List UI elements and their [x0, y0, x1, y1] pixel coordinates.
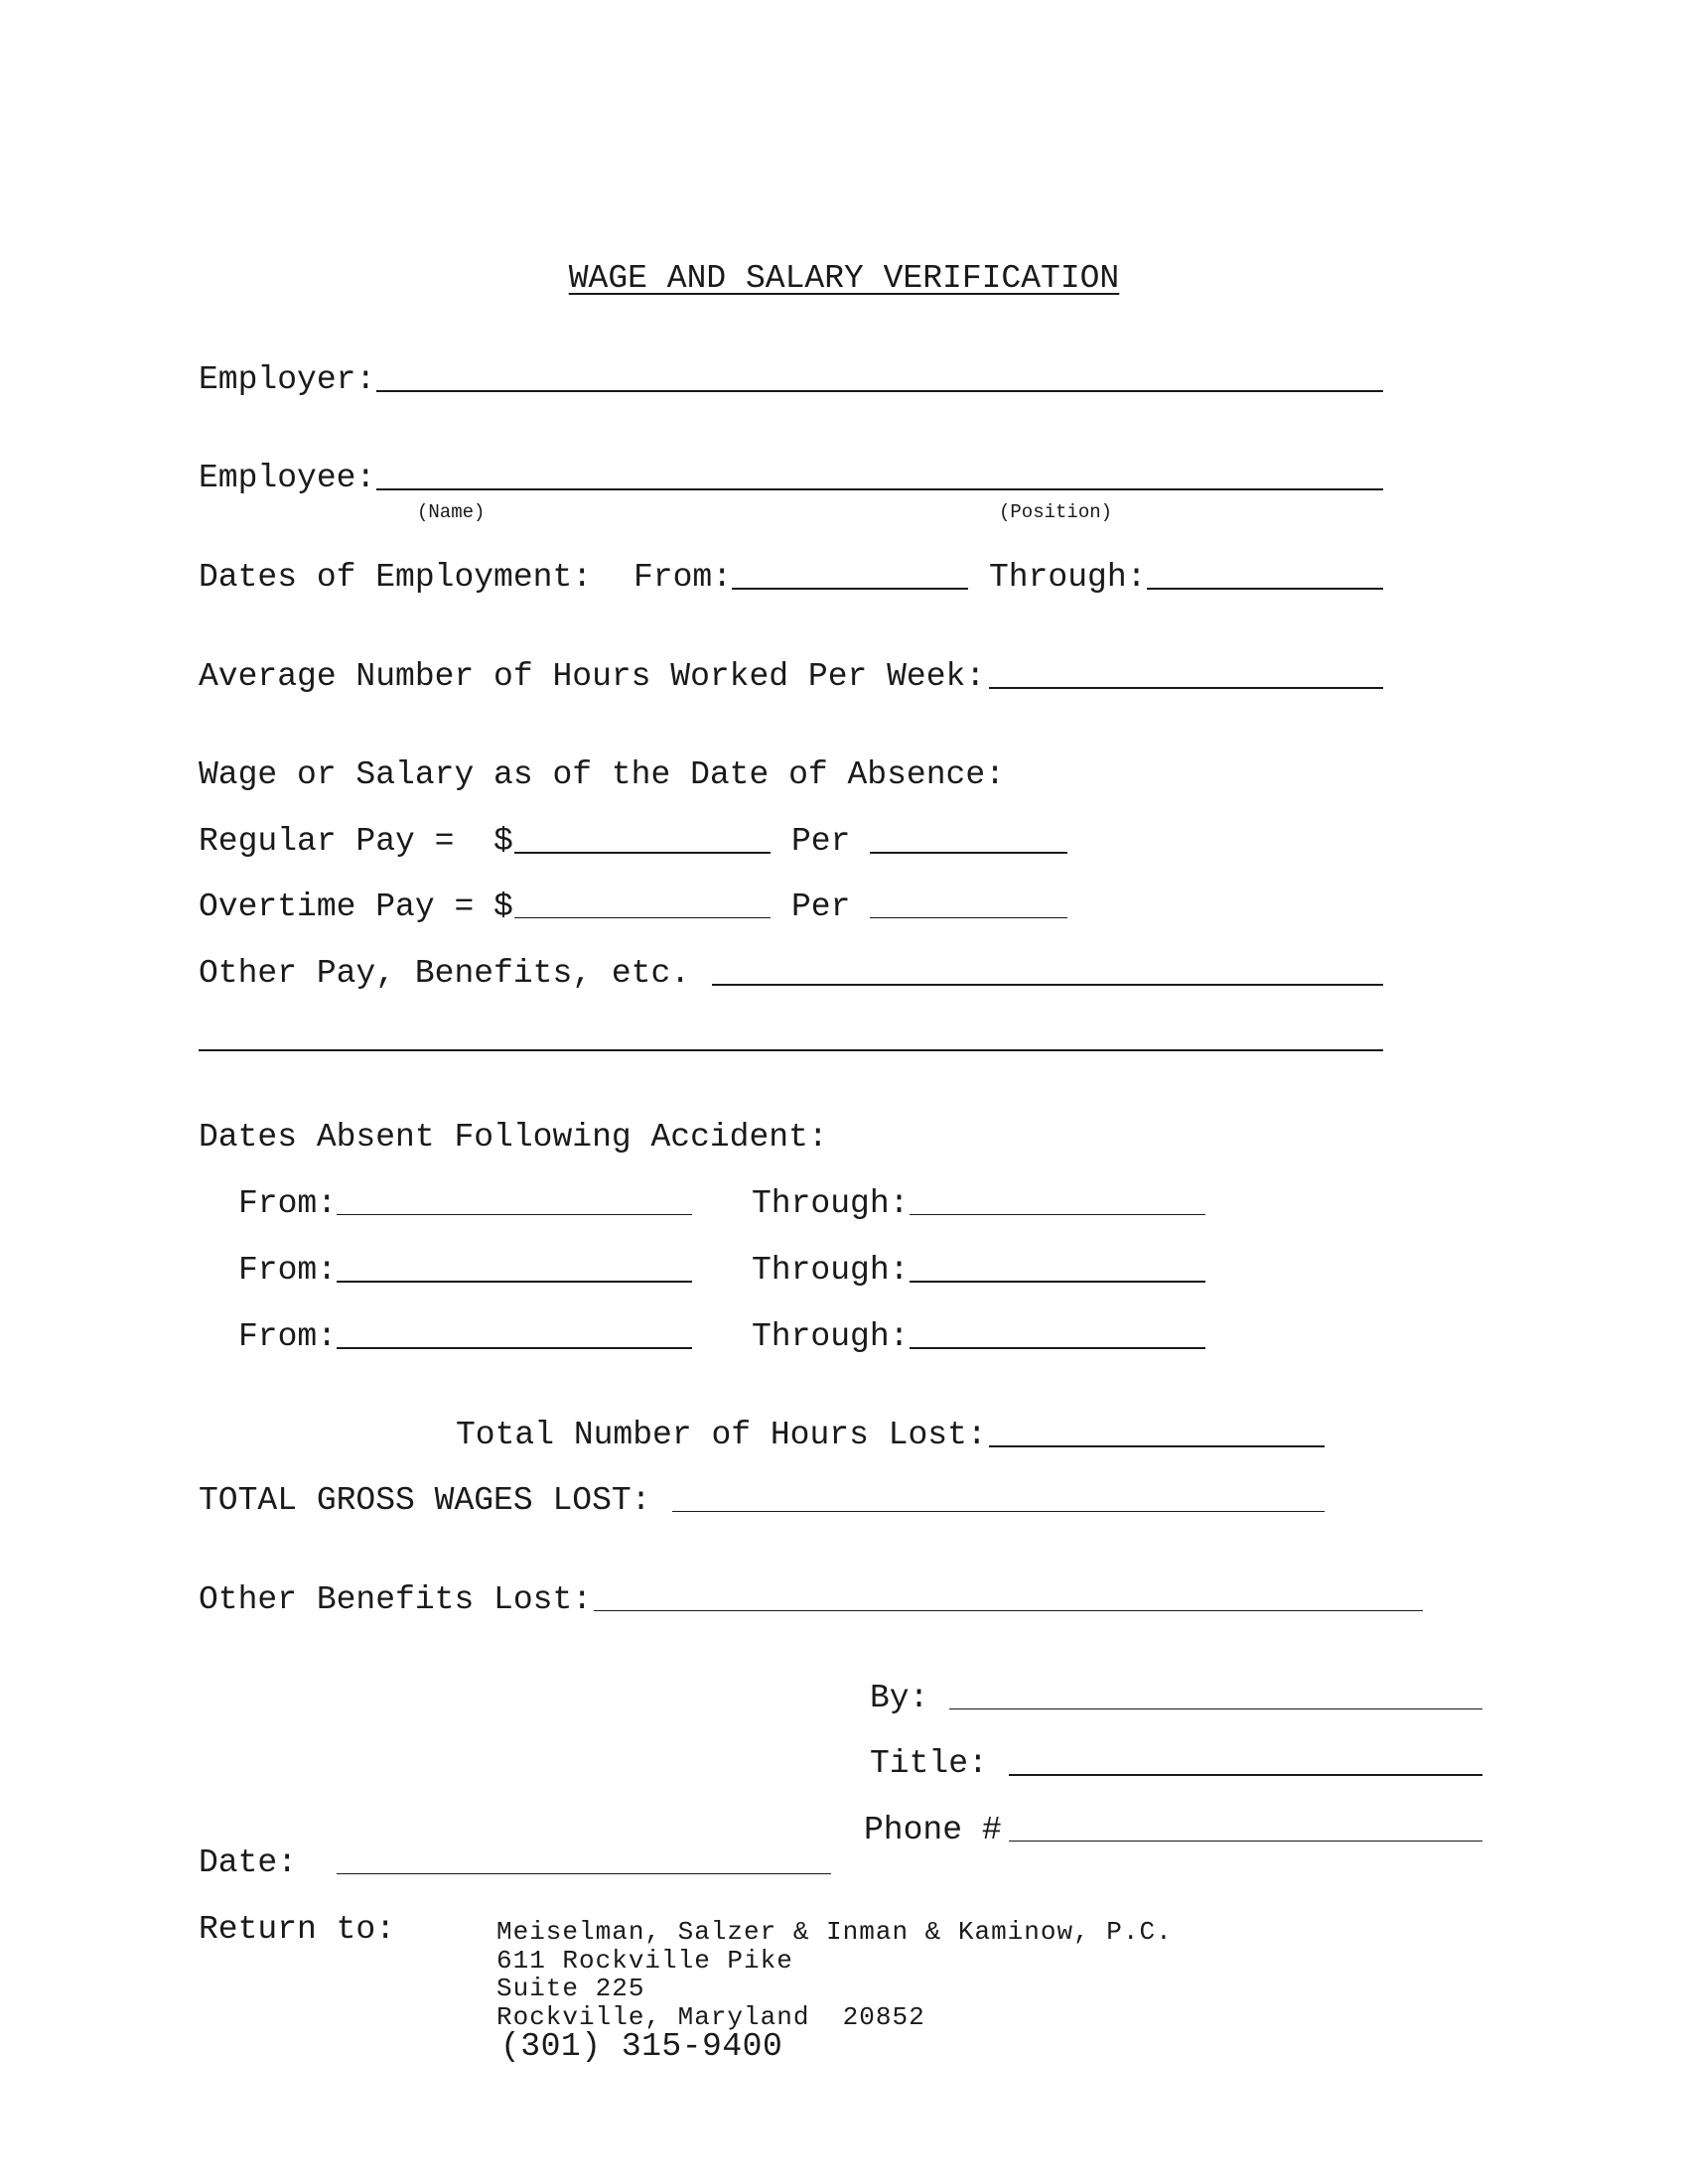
by-field[interactable] — [949, 1708, 1482, 1709]
absent-from-label-3: From: — [238, 1318, 338, 1355]
overtime-pay-per-label: Per — [791, 888, 851, 925]
employment-through-field[interactable] — [1147, 588, 1383, 590]
other-benefits-lost-field[interactable] — [594, 1610, 1423, 1611]
title-label: Title: — [870, 1745, 988, 1782]
total-gross-wages-label: TOTAL GROSS WAGES LOST: — [199, 1482, 651, 1519]
form-title-text: WAGE AND SALARY VERIFICATION — [568, 260, 1120, 297]
employment-through-label: Through: — [989, 559, 1147, 596]
position-caption: (Position) — [999, 501, 1113, 523]
absent-through-label-2: Through: — [752, 1252, 910, 1289]
overtime-pay-period-field[interactable] — [870, 917, 1067, 918]
avg-hours-field[interactable] — [989, 687, 1383, 689]
date-field[interactable] — [337, 1873, 831, 1874]
employment-from-field[interactable] — [732, 588, 968, 590]
employee-field[interactable] — [376, 488, 1383, 490]
absent-through-field-3[interactable] — [910, 1347, 1205, 1349]
wage-heading: Wage or Salary as of the Date of Absence: — [199, 756, 1005, 793]
name-caption: (Name) — [417, 501, 486, 523]
absent-from-label-2: From: — [238, 1252, 338, 1289]
absent-from-field-1[interactable] — [337, 1214, 692, 1215]
regular-pay-period-field[interactable] — [870, 852, 1067, 854]
absent-from-field-3[interactable] — [337, 1347, 692, 1349]
phone-label: Phone # — [864, 1812, 1002, 1848]
dates-absent-heading: Dates Absent Following Accident: — [199, 1119, 828, 1156]
phone-field[interactable] — [1009, 1841, 1482, 1842]
dates-of-employment-label: Dates of Employment: — [199, 559, 593, 596]
regular-pay-field[interactable] — [514, 852, 771, 854]
avg-hours-label: Average Number of Hours Worked Per Week: — [199, 658, 986, 695]
regular-pay-label: Regular Pay = $ — [199, 823, 513, 860]
by-label: By: — [870, 1680, 929, 1716]
employer-label: Employer: — [199, 361, 376, 398]
employee-label: Employee: — [199, 460, 376, 496]
other-pay-field-continued[interactable] — [199, 1049, 1383, 1051]
absent-through-label-3: Through: — [752, 1318, 910, 1355]
city-state-zip: Rockville, Maryland 20852 — [496, 2002, 925, 2032]
firm-name: Meiselman, Salzer & Inman & Kaminow, P.C. — [496, 1917, 1173, 1947]
other-pay-field[interactable] — [712, 984, 1383, 986]
overtime-pay-field[interactable] — [514, 917, 771, 918]
regular-pay-per-label: Per — [791, 823, 851, 860]
street-address: 611 Rockville Pike — [496, 1946, 793, 1976]
total-gross-wages-field[interactable] — [672, 1511, 1325, 1512]
total-hours-lost-label: Total Number of Hours Lost: — [456, 1417, 987, 1453]
employment-from-label: From: — [633, 559, 733, 596]
title-field[interactable] — [1009, 1774, 1482, 1776]
overtime-pay-label: Overtime Pay = $ — [199, 888, 513, 925]
absent-from-field-2[interactable] — [337, 1281, 692, 1283]
date-label: Date: — [199, 1844, 298, 1881]
absent-through-label-1: Through: — [752, 1185, 910, 1222]
total-hours-lost-field[interactable] — [989, 1445, 1325, 1447]
absent-through-field-1[interactable] — [910, 1214, 1205, 1215]
other-benefits-lost-label: Other Benefits Lost: — [199, 1581, 593, 1618]
form-title — [0, 262, 1688, 295]
return-to-label: Return to: — [199, 1911, 396, 1948]
other-pay-label: Other Pay, Benefits, etc. — [199, 955, 691, 992]
suite: Suite 225 — [496, 1974, 645, 2003]
employer-field[interactable] — [376, 390, 1383, 392]
firm-phone: (301) 315-9400 — [500, 2028, 783, 2065]
absent-from-label-1: From: — [238, 1185, 338, 1222]
absent-through-field-2[interactable] — [910, 1281, 1205, 1283]
